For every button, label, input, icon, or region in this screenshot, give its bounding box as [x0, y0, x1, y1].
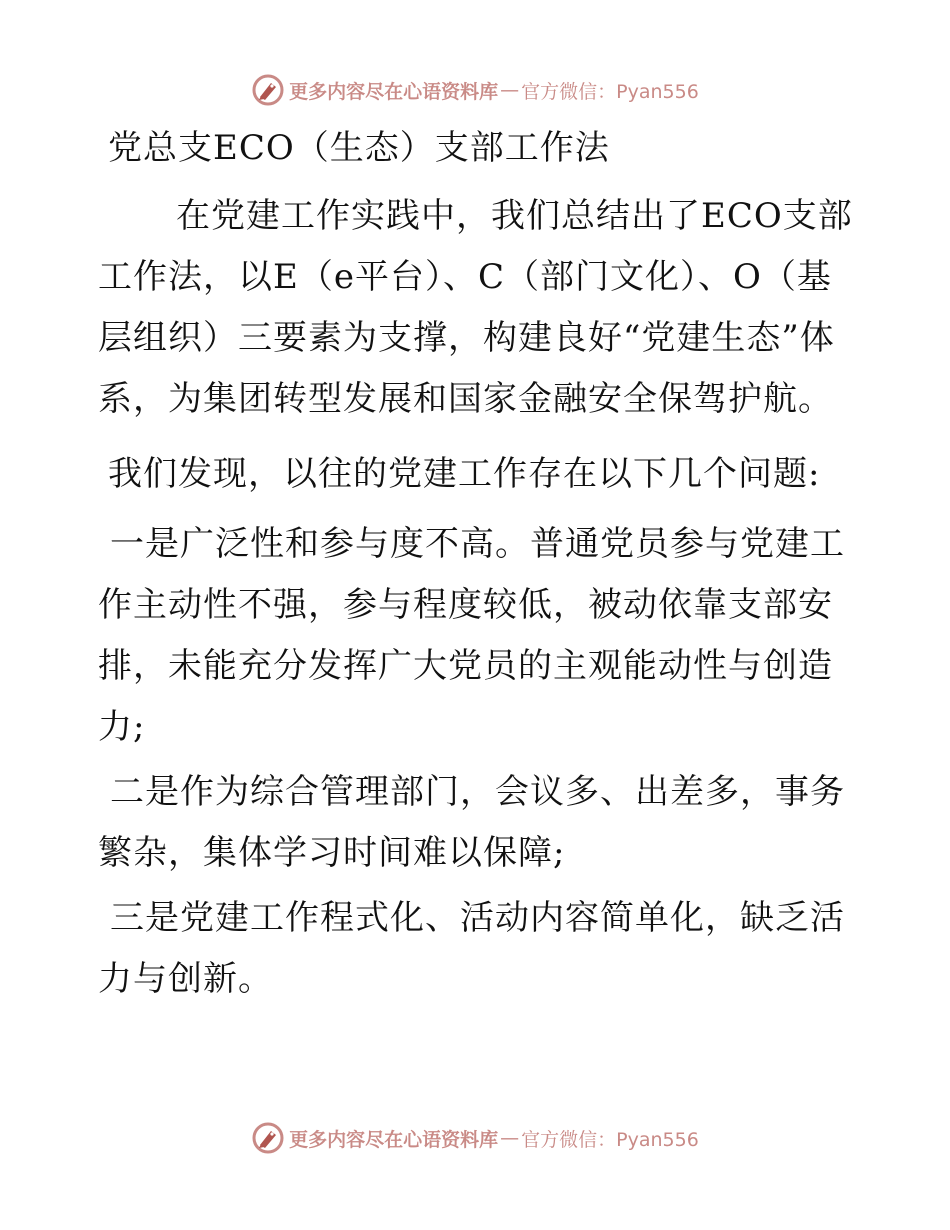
- banner-brand-text: 更多内容尽在心语资料库: [289, 80, 499, 103]
- pen-nib-logo-icon: [251, 1121, 285, 1155]
- problem-item-2: [98, 762, 858, 884]
- problem-item-1: [98, 514, 858, 758]
- problem-item-3: [98, 888, 858, 1010]
- footer-banner: [0, 1118, 950, 1158]
- banner-wechat-text: 官方微信：Pyan556: [521, 80, 699, 103]
- pen-nib-logo-icon: [251, 73, 285, 107]
- header-banner: [0, 70, 950, 110]
- banner-brand-text: 更多内容尽在心语资料库: [289, 1128, 499, 1151]
- banner-dash: —: [500, 79, 520, 101]
- problem-item-2-text: 二是作为综合管理部门，会议多、出差多，事务繁杂，集体学习时间难以保障;: [98, 772, 845, 873]
- document-body: [98, 122, 858, 1010]
- document-title: 党总支ECO（生态）支部工作法: [108, 128, 610, 168]
- problem-item-3-text: 三是党建工作程式化、活动内容简单化，缺乏活力与创新。: [98, 898, 845, 999]
- intro-paragraph: 在党建工作实践中，我们总结出了ECO支部工作法，以E（e平台）、C（部门文化）、O（基层组织）三要素为支撑，构建良好“党建生态”体系，为集团转型发展和国家金融安全保驾护航。: [98, 196, 853, 419]
- problem-item-1-text: 一是广泛性和参与度不高。普通党员参与党建工作主动性不强，参与程度较低，被动依靠支部安排，未能充分发挥广大党员的主观能动性与创造力;: [98, 524, 845, 747]
- problems-lead-paragraph: 我们发现，以往的党建工作存在以下几个问题:: [108, 454, 821, 494]
- banner-wechat-text: 官方微信：Pyan556: [521, 1128, 699, 1151]
- banner-dash: —: [500, 1127, 520, 1149]
